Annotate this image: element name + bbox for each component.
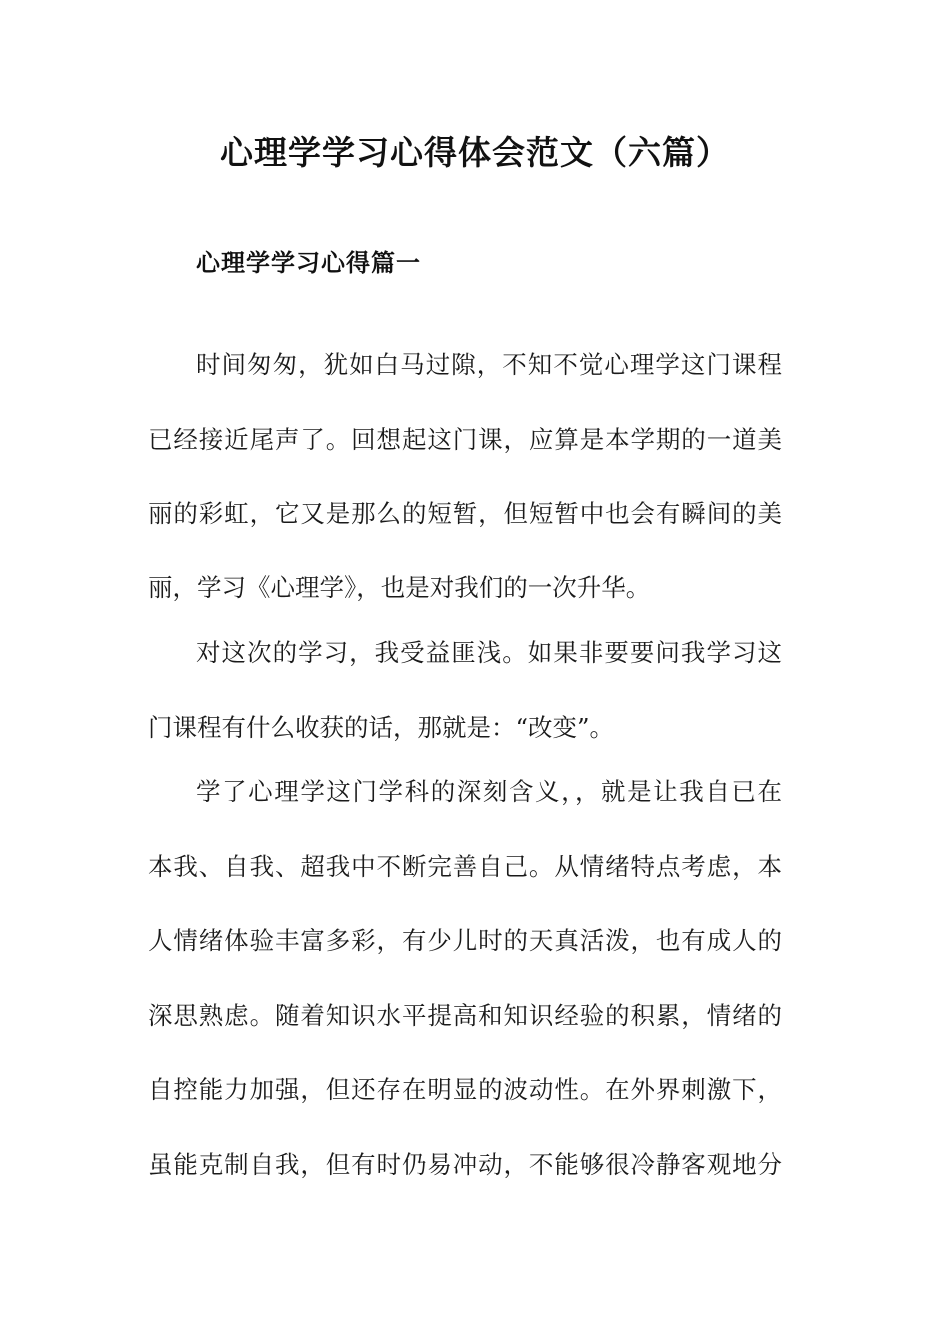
paragraph-line: 学了心理学这门学科的深刻含义，，就是让我自已在 bbox=[196, 777, 782, 806]
paragraph-line: 本我、自我、超我中不断完善自己。从情绪特点考虑，本 bbox=[148, 852, 782, 881]
paragraph-line: 虽能克制自我，但有时仍易冲动，不能够很冷静客观地分 bbox=[148, 1150, 782, 1179]
paragraph-line: 已经接近尾声了。回想起这门课，应算是本学期的一道美 bbox=[148, 425, 782, 454]
paragraph-line: 人情绪体验丰富多彩，有少儿时的天真活泼，也有成人的 bbox=[148, 926, 782, 955]
document-title: 心理学学习心得体会范文（六篇） bbox=[220, 133, 730, 172]
paragraph-line: 深思熟虑。随着知识水平提高和知识经验的积累，情绪的 bbox=[148, 1001, 782, 1030]
paragraph-line: 门课程有什么收获的话，那就是：“改变”。 bbox=[148, 713, 615, 742]
paragraph-line: 对这次的学习，我受益匪浅。如果非要要问我学习这 bbox=[196, 638, 782, 667]
paragraph-line: 丽，学习《心理学》，也是对我们的一次升华。 bbox=[148, 573, 651, 602]
paragraph-line: 丽的彩虹，它又是那么的短暂，但短暂中也会有瞬间的美 bbox=[148, 499, 782, 528]
section-heading: 心理学学习心得篇一 bbox=[196, 249, 421, 277]
paragraph-line: 自控能力加强，但还存在明显的波动性。在外界刺激下， bbox=[148, 1075, 782, 1104]
paragraph-line: 时间匆匆，犹如白马过隙，不知不觉心理学这门课程 bbox=[196, 350, 782, 379]
